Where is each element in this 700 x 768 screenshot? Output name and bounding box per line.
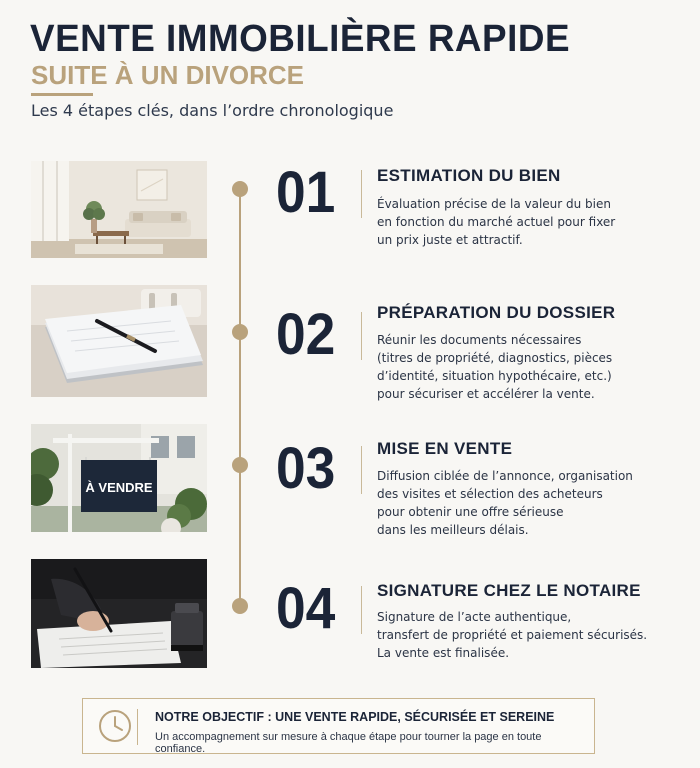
timeline-dot-2 [232, 324, 248, 340]
step-3-line: dans les meilleurs délais. [377, 523, 529, 537]
step-4-title: SIGNATURE CHEZ LE NOTAIRE [377, 581, 641, 600]
step-1-title: ESTIMATION DU BIEN [377, 166, 561, 185]
step-4-line: transfert de propriété et paiement sécurisés. [377, 628, 648, 642]
step-1-divider [361, 170, 362, 218]
clock-icon [97, 708, 133, 744]
documents-photo [31, 285, 207, 397]
step-1-line: en fonction du marché actuel pour fixer [377, 215, 616, 229]
step-1-line: un prix juste et attractif. [377, 233, 523, 247]
objective-title: NOTRE OBJECTIF : UNE VENTE RAPIDE, SÉCURISÉE ET SEREINE [155, 710, 555, 724]
step-2-divider [361, 312, 362, 360]
step-2-line: d’identité, situation hypothécaire, etc.) [377, 369, 612, 383]
step-3-number: 03 [276, 436, 336, 501]
tagline: Les 4 étapes clés, dans l’ordre chronologique [31, 101, 394, 120]
step-3-title: MISE EN VENTE [377, 439, 513, 458]
timeline-dot-3 [232, 457, 248, 473]
step-3-line: des visites et sélection des acheteurs [377, 487, 603, 501]
step-4-number: 04 [276, 576, 336, 641]
step-2-number: 02 [276, 302, 336, 367]
step-3-line: Diffusion ciblée de l’annonce, organisation [377, 469, 633, 483]
step-2-title: PRÉPARATION DU DOSSIER [377, 303, 616, 322]
page-title: VENTE IMMOBILIÈRE RAPIDE [30, 18, 571, 60]
step-2-line: Réunir les documents nécessaires [377, 333, 582, 347]
step-4-line: La vente est finalisée. [377, 646, 510, 660]
step-2-description [377, 331, 677, 403]
timeline-dot-1 [232, 181, 248, 197]
step-4-line: Signature de l’acte authentique, [377, 610, 572, 624]
page-subtitle: SUITE À UN DIVORCE [31, 60, 305, 90]
objective-box [82, 698, 595, 754]
objective-text: Un accompagnement sur mesure à chaque étape pour tourner la page en toute confiance. [155, 731, 542, 755]
step-4-divider [361, 586, 362, 634]
timeline-line [239, 185, 241, 610]
objective-divider [137, 709, 138, 745]
notary-signing-photo [31, 559, 207, 668]
living-room-photo [31, 161, 207, 258]
step-1-description [377, 195, 677, 249]
step-1-line: Évaluation précise de la valeur du bien [377, 197, 611, 211]
timeline-dot-4 [232, 598, 248, 614]
for-sale-sign-photo [31, 424, 207, 532]
step-3-divider [361, 446, 362, 494]
title-underline [31, 93, 93, 96]
step-4-description [377, 608, 677, 662]
step-2-line: (titres de propriété, diagnostics, pièces [377, 351, 613, 365]
step-3-description [377, 467, 677, 539]
step-1-number: 01 [276, 160, 336, 225]
step-2-line: pour sécuriser et accélérer la vente. [377, 387, 595, 401]
step-3-line: pour obtenir une offre sérieuse [377, 505, 564, 519]
for-sale-sign-text: À VENDRE [85, 480, 153, 495]
